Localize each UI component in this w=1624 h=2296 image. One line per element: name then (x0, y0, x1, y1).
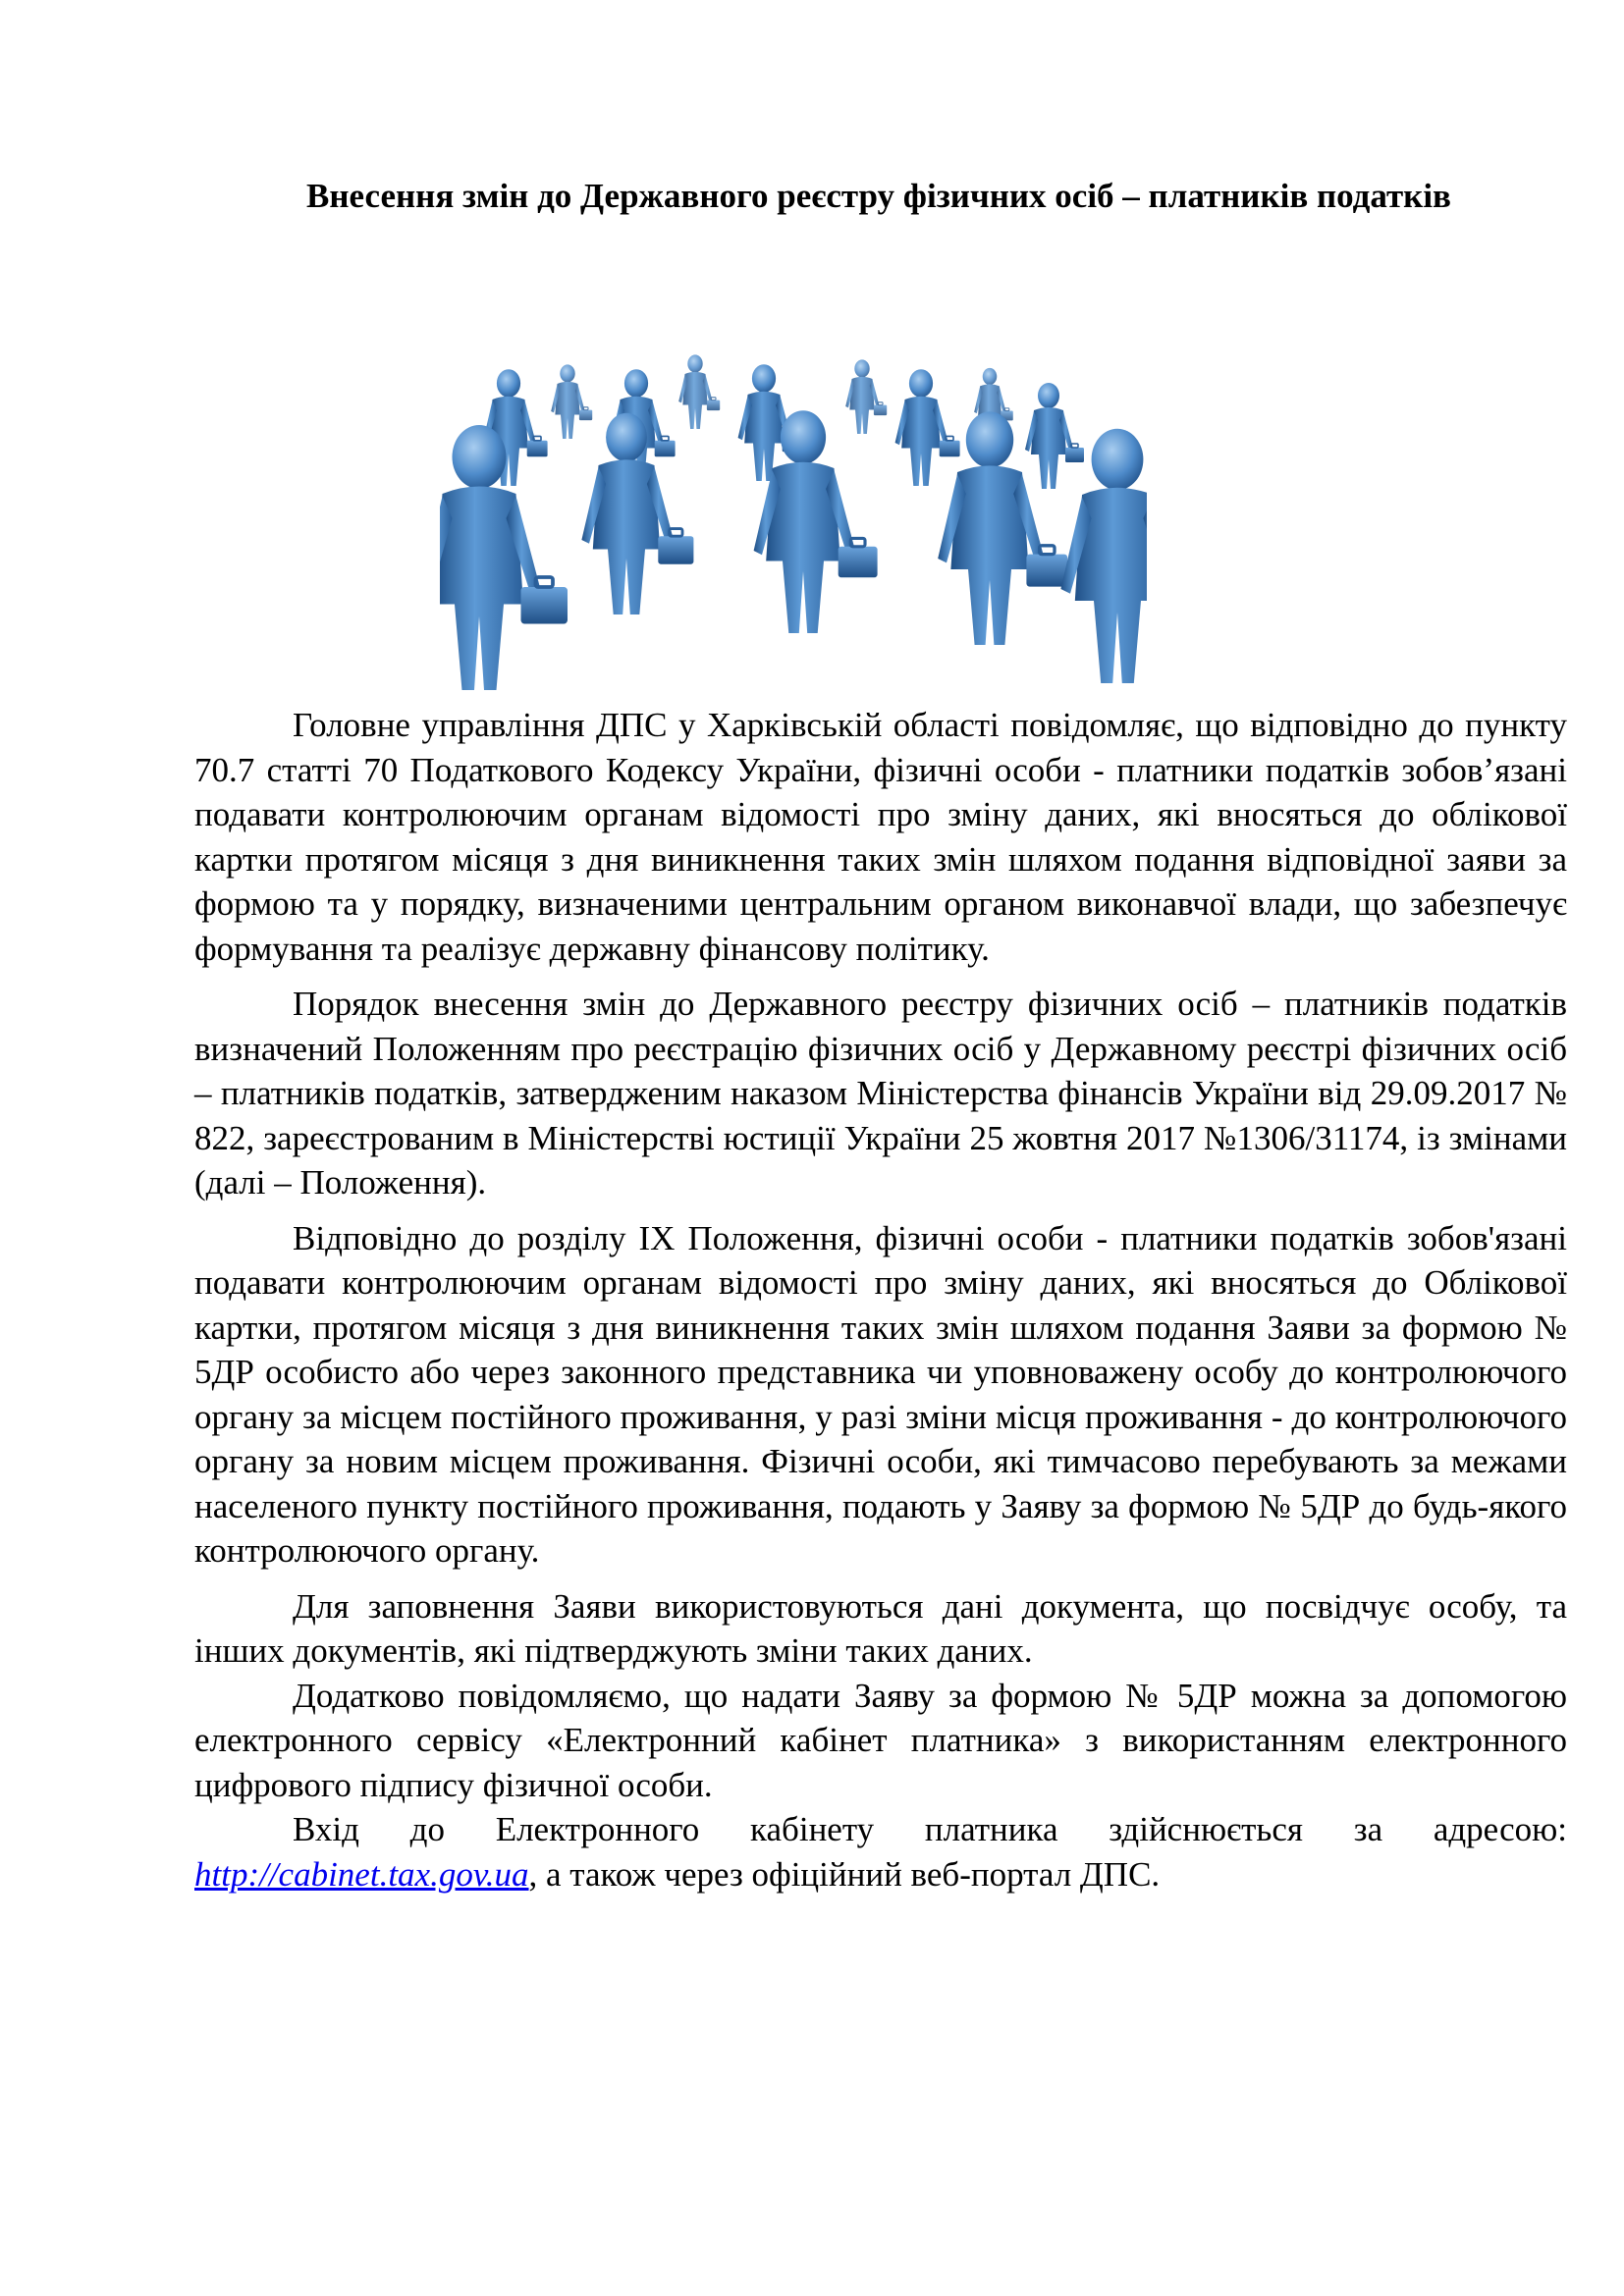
paragraph-text: , а також через офіційний веб-портал ДПС. (528, 1854, 1161, 1894)
paragraph: Порядок внесення змін до Державного реєстру фізичних осіб – платників податків визначений Положенням про реєстрацію фізичних осіб у Державному реєстрі фізичних осіб – платників податків, затвердженим наказом Міністерства фінансів України від 29.09.2017 № 822, зареєстрованим в Міністерстві юстиції України 25 жовтня 2017 №1306/31174, із змінами (далі – Положення). (194, 985, 1567, 1201)
paragraph-cabinet-access (194, 1807, 1567, 1896)
illustration-graphic (440, 253, 1147, 697)
paragraph: Головне управління ДПС у Харківській області повідомляє, що відповідно до пункту 70.7 статті 70 Податкового Кодексу України, фізичні особи - платники податків зобов’язані подавати контролюючим органам відомості про зміну даних, які вносяться до облікової картки протягом місяця з дня виникнення таких змін шляхом подання відповідної заяви за формою та у порядку, визначеними центральним органом виконавчої влади, що забезпечує формування та реалізує державну фінансову політику. (194, 706, 1567, 968)
walking-people-with-briefcases-illustration (440, 253, 1147, 697)
document-title: Внесення змін до Державного реєстру фізичних осіб – платників податків (306, 177, 1451, 215)
cabinet-link[interactable]: http://cabinet.tax.gov.ua (194, 1854, 529, 1894)
paragraph: Додатково повідомляємо, що надати Заяву за формою № 5ДР можна за допомогою електронного сервісу «Електронний кабінет платника» з використанням електронного цифрового підпису фізичної особи. (194, 1676, 1567, 1804)
paragraph: Відповідно до розділу IX Положення, фізичні особи - платники податків зобов'язані подавати контролюючим органам відомості про зміну даних, які вносяться до Облікової картки, протягом місяця з дня виникнення таких змін шляхом подання Заяви за формою № 5ДР особисто або через законного представника чи уповноважену особу до контролюючого органу за місцем постійного проживання, у разі зміни місця проживання - до контролюючого органу за новим місцем проживання. Фізичні особи, які тимчасово перебувають за межами населеного пункту постійного проживання, подають у Заяву за формою № 5ДР до будь-якого контролюючого органу. (194, 1218, 1567, 1570)
document-body (194, 703, 1567, 1896)
paragraph: Для заповнення Заяви використовуються дані документа, що посвідчує особу, та інших документів, які підтверджують зміни таких даних. (194, 1586, 1567, 1670)
paragraph-text: Вхід до Електронного кабінету платника здійснюється за адресою: (293, 1810, 1567, 1848)
